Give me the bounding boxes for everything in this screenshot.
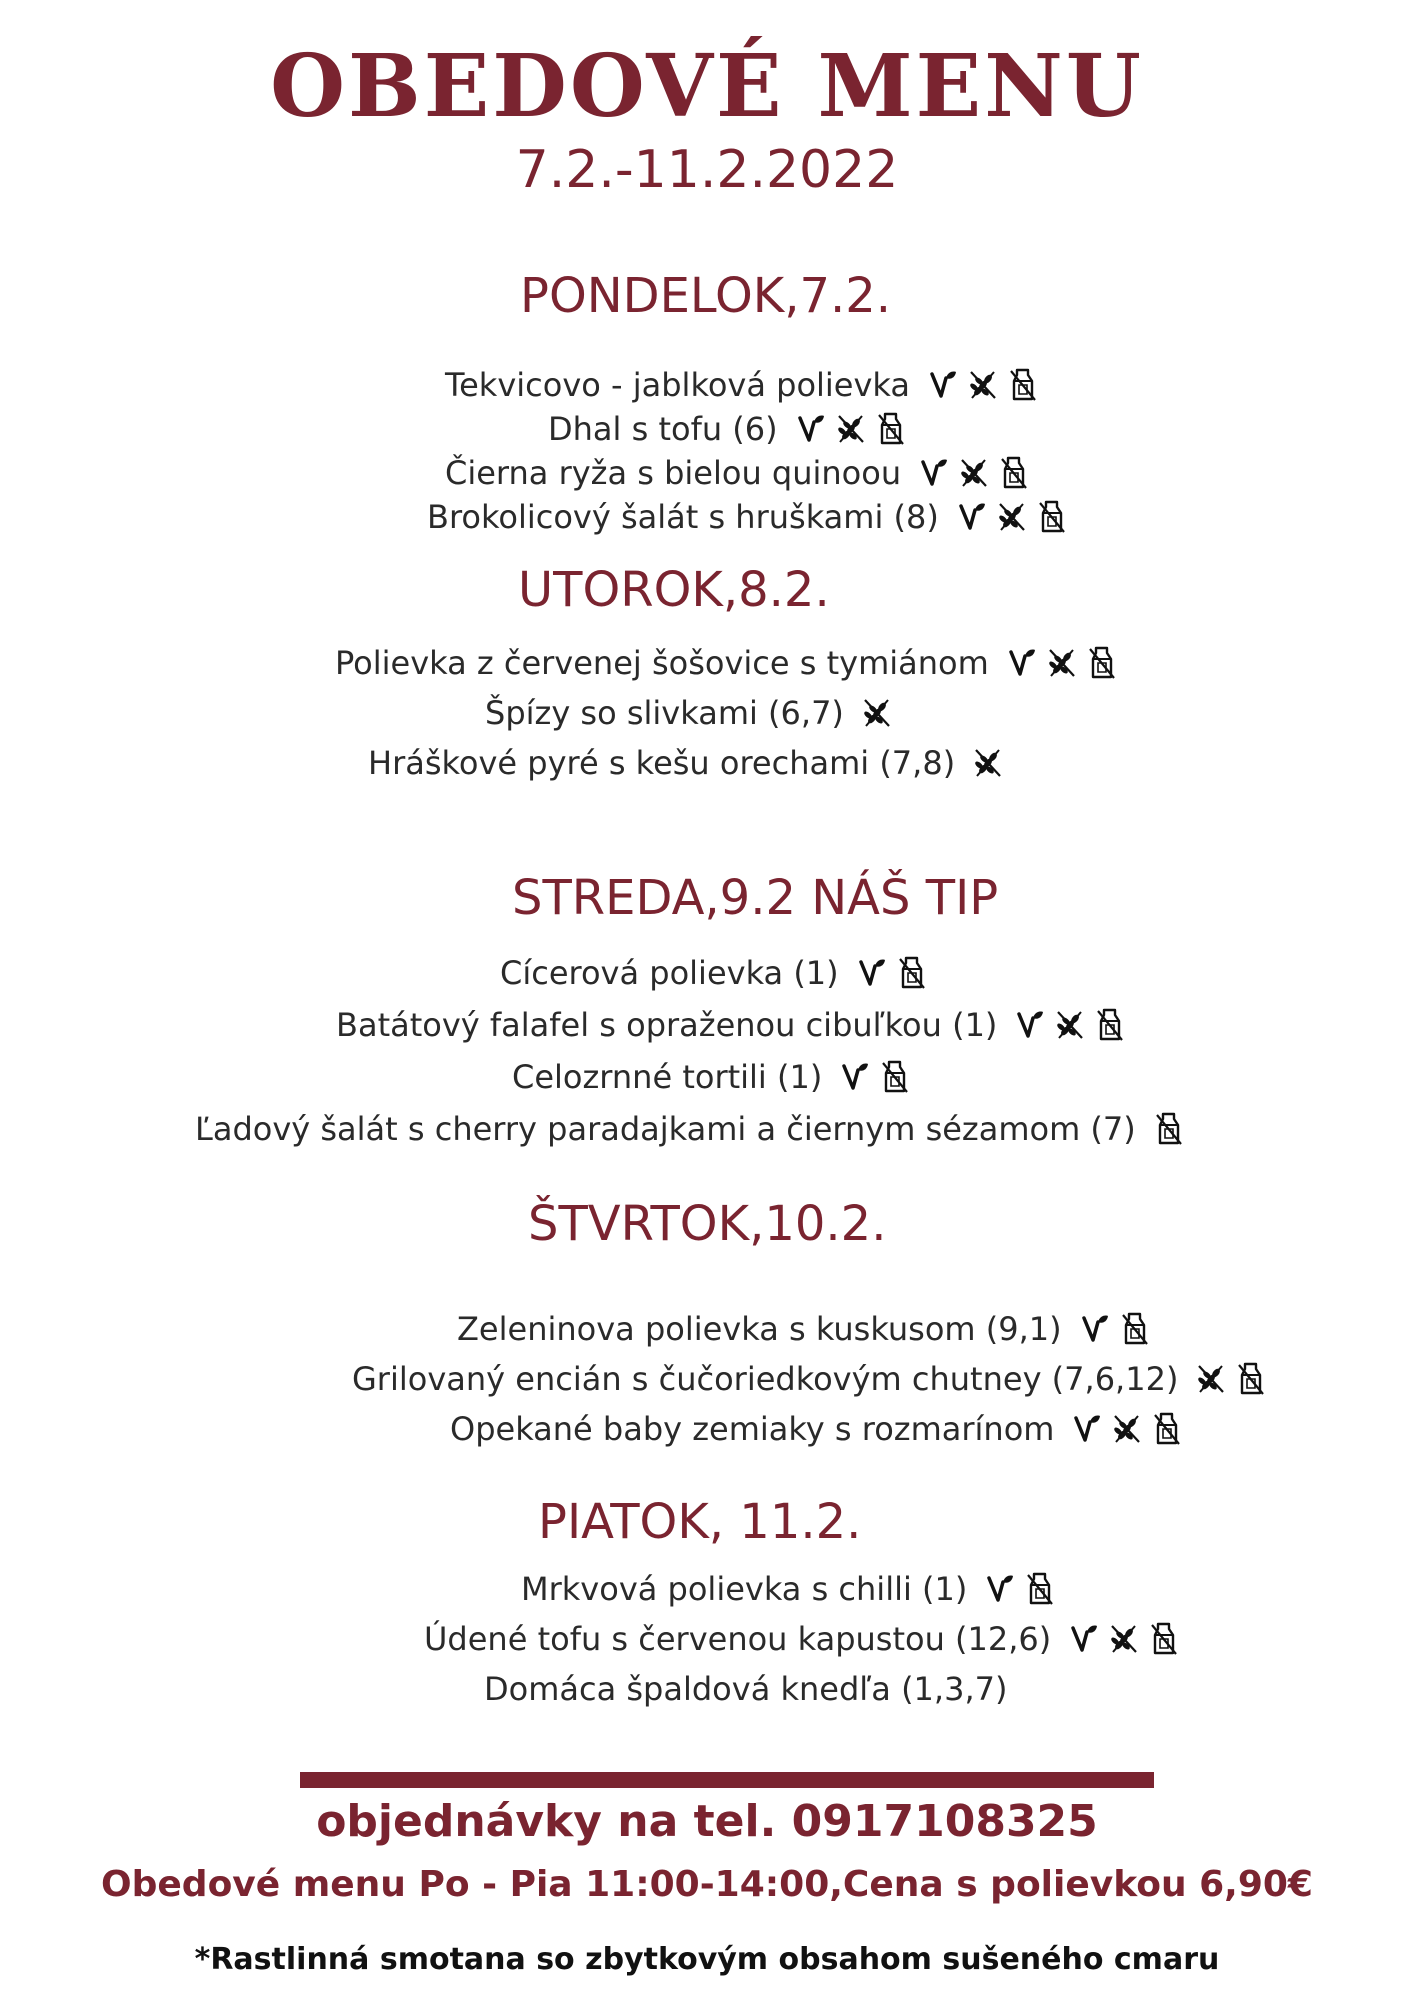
lactose-free-icon <box>1087 644 1117 680</box>
lactose-free-icon <box>1008 366 1038 402</box>
menu-item <box>548 410 906 448</box>
vegan-icon <box>985 1570 1015 1606</box>
day-heading: ŠTVRTOK,10.2. <box>528 1196 887 1252</box>
menu-item-text: Polievka z červenej šošovice s tymiánom <box>335 644 989 682</box>
lactose-free-icon <box>880 1058 910 1094</box>
menu-item <box>484 1670 1007 1708</box>
vegan-icon <box>1007 644 1037 680</box>
vegan-icon <box>957 498 987 534</box>
gluten-free-icon <box>1047 644 1077 680</box>
menu-item-text: Cícerová polievka (1) <box>500 954 839 992</box>
menu-item <box>485 694 892 732</box>
menu-item-text: Batátový falafel s opraženou cibuľkou (1) <box>336 1006 998 1044</box>
vegan-icon <box>796 410 826 446</box>
menu-item-text: Celozrnné tortili (1) <box>512 1058 823 1096</box>
menu-item <box>521 1570 1055 1608</box>
menu-item <box>336 1006 1125 1044</box>
menu-item-text: Ľadový šalát s cherry paradajkami a čiernym sézamom (7) <box>195 1110 1136 1148</box>
vegan-icon <box>1015 1006 1045 1042</box>
lactose-free-icon <box>1095 1006 1125 1042</box>
lactose-free-icon <box>1037 498 1067 534</box>
lactose-free-icon <box>1154 1110 1184 1146</box>
lactose-free-icon <box>1152 1410 1182 1446</box>
footnote: *Rastlinná smotana so zbytkovým obsahom sušeného cmaru <box>194 1942 1220 1977</box>
gluten-free-icon <box>1196 1360 1226 1396</box>
gluten-free-icon <box>997 498 1027 534</box>
menu-item <box>457 1310 1150 1348</box>
gluten-free-icon <box>973 744 1003 780</box>
gluten-free-icon <box>968 366 998 402</box>
menu-item-text: Čierna ryža s bielou quinoou <box>445 454 902 492</box>
menu-item <box>450 1410 1182 1448</box>
menu-item <box>352 1360 1266 1398</box>
menu-item <box>445 366 1038 404</box>
gluten-free-icon <box>862 694 892 730</box>
menu-item <box>335 644 1117 682</box>
vegan-icon <box>919 454 949 490</box>
menu-item-text: Opekané baby zemiaky s rozmarínom <box>450 1410 1055 1448</box>
day-heading: UTOROK,8.2. <box>518 562 830 618</box>
gluten-free-icon <box>836 410 866 446</box>
menu-item <box>368 744 1003 782</box>
menu-item-text: Tekvicovo - jablková polievka <box>445 366 910 404</box>
vegan-icon <box>928 366 958 402</box>
menu-item-text: Domáca špaldová knedľa (1,3,7) <box>484 1670 1008 1708</box>
menu-item-text: Zeleninova polievka s kuskusom (9,1) <box>457 1310 1062 1348</box>
vegan-icon <box>857 954 887 990</box>
day-heading: PIATOK, 11.2. <box>538 1494 862 1550</box>
menu-item-text: Špízy so slivkami (6,7) <box>485 694 844 732</box>
menu-item <box>445 454 1029 492</box>
menu-item <box>500 954 927 992</box>
vegan-icon <box>1072 1410 1102 1446</box>
menu-item <box>512 1058 910 1096</box>
menu-item <box>424 1620 1179 1658</box>
menu-item <box>427 498 1067 536</box>
lactose-free-icon <box>897 954 927 990</box>
hours-price: Obedové menu Po - Pia 11:00-14:00,Cena s polievkou 6,90€ <box>101 1864 1313 1905</box>
date-range: 7.2.-11.2.2022 <box>515 140 899 200</box>
order-phone: objednávky na tel. 0917108325 <box>316 1796 1098 1847</box>
lactose-free-icon <box>1149 1620 1179 1656</box>
day-heading: PONDELOK,7.2. <box>520 268 892 324</box>
lactose-free-icon <box>1025 1570 1055 1606</box>
lactose-free-icon <box>1236 1360 1266 1396</box>
page-title: OBEDOVÉ MENU <box>270 36 1144 137</box>
menu-item-text: Hráškové pyré s kešu orechami (7,8) <box>368 744 956 782</box>
divider-rule <box>300 1772 1154 1788</box>
vegan-icon <box>1069 1620 1099 1656</box>
day-heading: STREDA,9.2 NÁŠ TIP <box>512 870 999 926</box>
menu-item-text: Údené tofu s červenou kapustou (12,6) <box>424 1620 1052 1658</box>
gluten-free-icon <box>1055 1006 1085 1042</box>
lactose-free-icon <box>876 410 906 446</box>
menu-item-text: Mrkvová polievka s chilli (1) <box>521 1570 968 1608</box>
vegan-icon <box>1080 1310 1110 1346</box>
lactose-free-icon <box>1120 1310 1150 1346</box>
gluten-free-icon <box>1109 1620 1139 1656</box>
lactose-free-icon <box>999 454 1029 490</box>
vegan-icon <box>840 1058 870 1094</box>
menu-item-text: Dhal s tofu (6) <box>548 410 778 448</box>
menu-item-text: Brokolicový šalát s hruškami (8) <box>427 498 939 536</box>
menu-item-text: Grilovaný encián s čučoriedkovým chutney (7,6,12) <box>352 1360 1179 1398</box>
menu-item <box>195 1110 1184 1148</box>
gluten-free-icon <box>959 454 989 490</box>
gluten-free-icon <box>1112 1410 1142 1446</box>
